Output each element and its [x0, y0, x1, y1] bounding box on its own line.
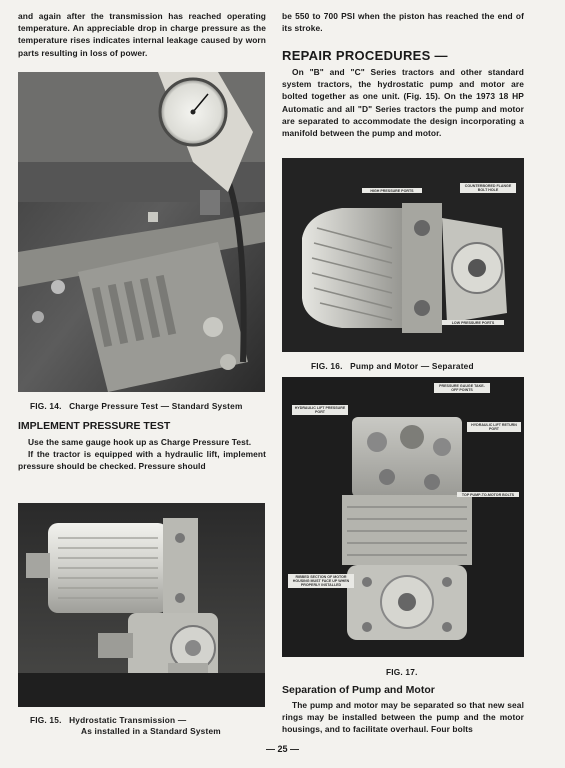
page-number: — 25 —: [265, 744, 299, 754]
fig17-photo: [282, 377, 524, 657]
fig15-caption-line1: FIG. 15. Hydrostatic Transmission —: [30, 715, 187, 725]
repair-paragraph: On "B" and "C" Series tractors and other standard system tractors, the hydrostatic pump and motor are bolted together as one unit. (Fig. 15). On the 1973 18 HP Automatic and all "D" Series tractors the pump and motor are separated to accommodate the design incorporating a manifold between the pump and motor.: [282, 67, 524, 139]
left-column: [18, 10, 266, 59]
fig16-label-high-pressure: HIGH PRESSURE PORTS: [362, 188, 422, 193]
fig16-caption: FIG. 16. Pump and Motor — Separated: [311, 361, 474, 371]
fig15-caption-line2: As installed in a Standard System: [81, 726, 221, 736]
fig17-label-top-bolts: TOP PUMP-TO-MOTOR BOLTS: [457, 492, 519, 497]
separation-heading: Separation of Pump and Motor: [282, 684, 435, 696]
continued-paragraph: be 550 to 700 PSI when the piston has reached the end of its stroke.: [282, 11, 524, 34]
right-column: [282, 10, 524, 34]
fig14-caption: FIG. 14. Charge Pressure Test — Standard System: [30, 401, 243, 411]
fig16-photo: [282, 158, 524, 352]
fig15-photo: [18, 503, 265, 707]
fig17-label-gauge-points: PRESSURE GAUGE TAKE-OFF POINTS: [434, 383, 490, 393]
implement-paragraph-2: If the tractor is equipped with a hydraulic lift, implement pressure should be checked. Pressure should: [18, 449, 266, 472]
separation-text-block: [282, 699, 524, 736]
fig16-label-counterbored: COUNTERBORED FLANGE BOLT HOLE: [460, 183, 516, 193]
intro-paragraph: and again after the transmission has reached operating temperature. An appreciable drop in charge pressure as the temperature rises indicates internal leakage caused by worn parts resulting in loss of power.: [18, 11, 266, 58]
fig17-label-lift-pressure: HYDRAULIC LIFT PRESSURE PORT: [292, 405, 348, 415]
repair-procedures-heading: REPAIR PROCEDURES —: [282, 48, 448, 63]
fig17-caption: FIG. 17.: [386, 667, 418, 677]
fig16-label-low-pressure: LOW PRESSURE PORTS: [442, 320, 504, 325]
fig17-label-lift-return: HYDRAULIC LIFT RETURN PORT: [467, 422, 521, 432]
implement-text-block: [18, 436, 266, 473]
separation-paragraph: The pump and motor may be separated so that new seal rings may be installed between the pump and the motor housings, and to facilitate overhaul. Four bolts: [282, 700, 524, 735]
implement-paragraph-1: Use the same gauge hook up as Charge Pressure Test.: [28, 437, 252, 447]
fig17-label-ribbed-section: RIBBED SECTION OF MOTOR HOUSING MUST FACE UP WHEN PROPERLY INSTALLED: [288, 574, 354, 588]
fig14-photo: [18, 72, 265, 392]
implement-pressure-heading: IMPLEMENT PRESSURE TEST: [18, 420, 171, 432]
repair-text-block: [282, 66, 524, 139]
